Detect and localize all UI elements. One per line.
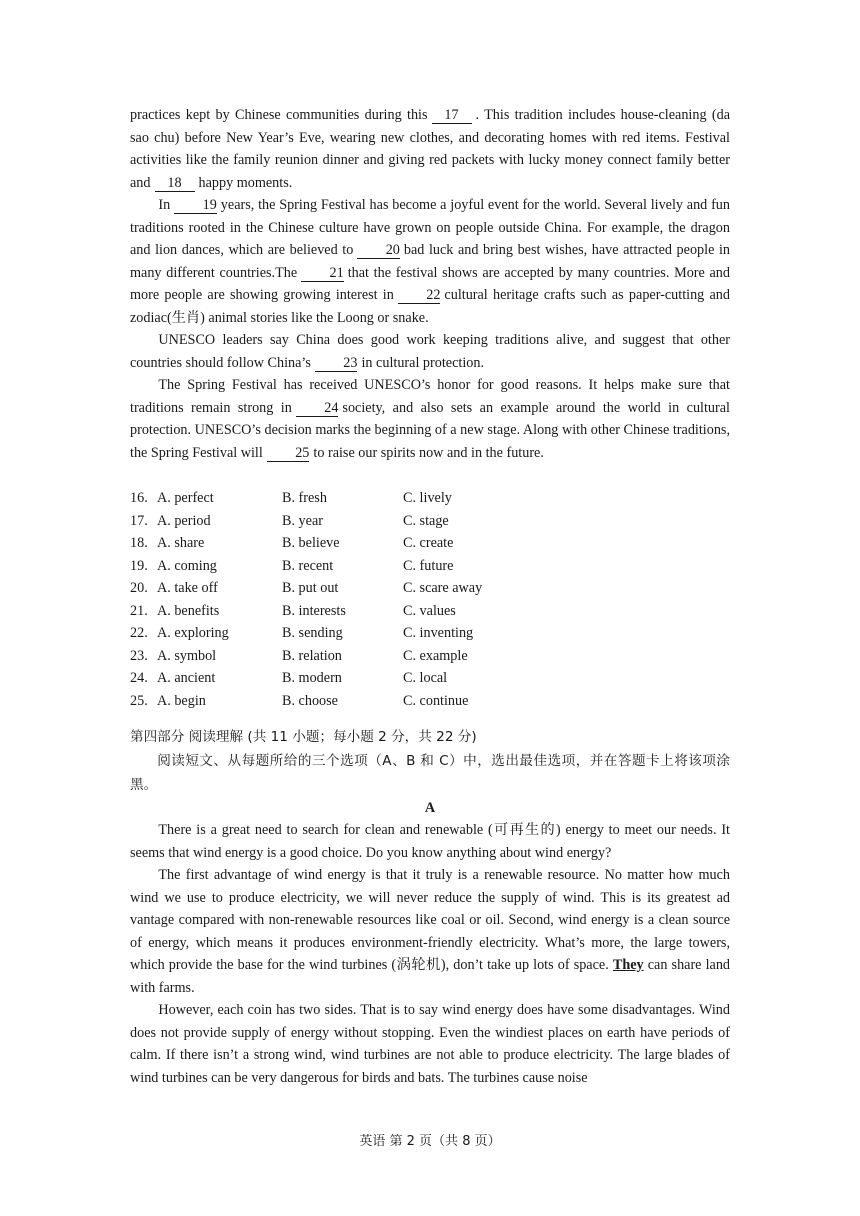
option-a: A. period [157, 512, 211, 529]
text: to raise our spirits now and in the future. [313, 444, 544, 461]
question-number: 24. [130, 670, 148, 686]
blank-22: 22 [398, 287, 441, 304]
option-c: C. continue [403, 692, 469, 709]
option-b: B. relation [282, 647, 342, 664]
option-b: B. put out [282, 580, 339, 596]
option-c: C. inventing [403, 625, 474, 641]
underlined-they: They [612, 957, 644, 973]
option-c: C. scare away [403, 580, 483, 596]
text: can share land with farms. [130, 957, 731, 996]
section-instruction: 阅读短文、从每题所给的三个选项（A、B 和 C）中，选出最佳选项，并在答题卡上将该项涂黑。 [130, 752, 730, 793]
question-number: 20. [130, 580, 148, 596]
cloze-paragraph-4 [130, 374, 730, 464]
cloze-paragraph-2 [130, 194, 730, 329]
option-row [130, 600, 730, 623]
option-b: B. fresh [282, 490, 327, 506]
question-number: 22. [130, 625, 148, 641]
option-row [130, 532, 730, 555]
option-c: C. create [403, 535, 454, 551]
text: UNESCO leaders say China does good work keeping traditions alive, and suggest that other countries should follow China’s [130, 332, 730, 371]
option-row [130, 622, 730, 645]
option-a: A. perfect [157, 490, 214, 506]
text: The Spring Festival has received UNESCO’s honor for good reasons. It helps make sure that traditions remain strong in [130, 377, 730, 416]
option-a: A. share [157, 535, 205, 551]
reading-paragraph-2 [130, 864, 730, 999]
option-b: B. recent [282, 557, 334, 574]
blank-25: 25 [267, 445, 310, 462]
question-number: 17. [130, 512, 148, 529]
text: cultural heritage crafts such as paper-cutting and zodiac(生肖) animal stories like the Loong or snake. [130, 287, 730, 326]
cloze-paragraph-1 [130, 104, 730, 194]
question-number: 25. [130, 692, 148, 709]
question-number: 18. [130, 535, 148, 551]
passage-label: A [424, 799, 436, 816]
reading-paragraph-1: There is a great need to search for clean and renewable (可再生的) energy to meet our needs. It seems that wind energy is a good choice. Do you know anything about wind energy? [130, 822, 730, 861]
text: in cultural protection. [361, 354, 484, 371]
option-b: B. modern [282, 670, 342, 686]
option-a: A. exploring [157, 625, 229, 641]
cloze-paragraph-3 [130, 329, 730, 374]
option-b: B. sending [282, 625, 343, 641]
option-c: C. local [403, 670, 448, 686]
option-row [130, 645, 730, 668]
text: happy moments. [198, 174, 293, 191]
question-number: 16. [130, 490, 148, 506]
option-row [130, 555, 730, 578]
option-row [130, 577, 730, 600]
option-a: A. take off [157, 580, 218, 596]
option-c: C. lively [403, 490, 452, 506]
option-b: B. year [282, 512, 323, 529]
text: In [158, 197, 171, 213]
page-footer: 英语 第 2 页（共 8 页） [359, 1134, 501, 1149]
option-b: B. interests [282, 602, 346, 619]
blank-17: 17 [432, 107, 472, 124]
blank-20: 20 [357, 242, 400, 259]
option-c: C. future [403, 557, 454, 574]
text: years, the Spring Festival has become a joyful event for the world. Several lively and fun traditions rooted in the Chinese culture have grown on people outside China. For example, the dragon and lion dances, which are believed to [130, 197, 730, 258]
blank-24: 24 [296, 400, 339, 417]
option-a: A. coming [157, 557, 217, 574]
reading-paragraph-3: However, each coin has two sides. That is to say wind energy does have some disadvantages. Wind does not provide supply of energy without stopping. Even the windiest places on earth have periods of calm. If there isn’t a strong wind, wind turbines are not able to produce electricity. The large blades of wind turbines can be very dangerous for birds and bats. The turbines cause noise [130, 1002, 730, 1086]
option-row [130, 487, 730, 510]
option-row [130, 510, 730, 533]
text: . This tradition includes house-cleaning (da sao chu) before New Year’s Eve, wearing new clothes, and decorating homes with red items. Festival activities like the family reunion dinner and giving red packets with lucky money connect family better and [130, 107, 730, 191]
blank-21: 21 [301, 265, 344, 282]
option-a: A. ancient [157, 670, 216, 686]
option-a: A. symbol [157, 647, 217, 664]
text: practices kept by Chinese communities during this [130, 107, 428, 123]
options-table [130, 487, 730, 712]
option-row [130, 690, 730, 713]
text: The first advantage of wind energy is that it truly is a renewable resource. No matter how much wind we use to produce electricity, we will never reduce the supply of wind. This is its greatest ad vantage compared with non-renewable resources like coal or oil. Second, wind energy is a clean source of energy, which means it produces environment-friendly electricity. What’s more, the large towers, which provide the base for the wind turbines (涡轮机), don’t take up lots of space. [130, 867, 730, 973]
text: that the festival shows are accepted by many countries. More and more people are showing growing interest in [130, 264, 730, 303]
question-number: 23. [130, 647, 148, 664]
section-title: 第四部分 阅读理解 (共 11 小题；每小题 2 分，共 22 分) [130, 729, 477, 745]
blank-23: 23 [315, 355, 358, 372]
option-c: C. example [403, 647, 468, 664]
text: bad luck and bring best wishes, have attracted people in many different countries.The [130, 242, 730, 281]
blank-18: 18 [155, 175, 195, 192]
page-content [130, 104, 730, 1089]
text: society, and also sets an example around the world in cultural protection. UNESCO’s decision marks the beginning of a new stage. Along with other Chinese traditions, the Spring Festival will [130, 399, 730, 461]
question-number: 21. [130, 602, 148, 619]
option-c: C. values [403, 602, 456, 619]
option-b: B. choose [282, 692, 338, 709]
question-number: 19. [130, 557, 148, 574]
blank-19: 19 [174, 197, 217, 214]
option-b: B. believe [282, 535, 340, 551]
option-row [130, 667, 730, 690]
option-c: C. stage [403, 512, 449, 529]
option-a: A. benefits [157, 602, 220, 619]
option-a: A. begin [157, 692, 206, 709]
